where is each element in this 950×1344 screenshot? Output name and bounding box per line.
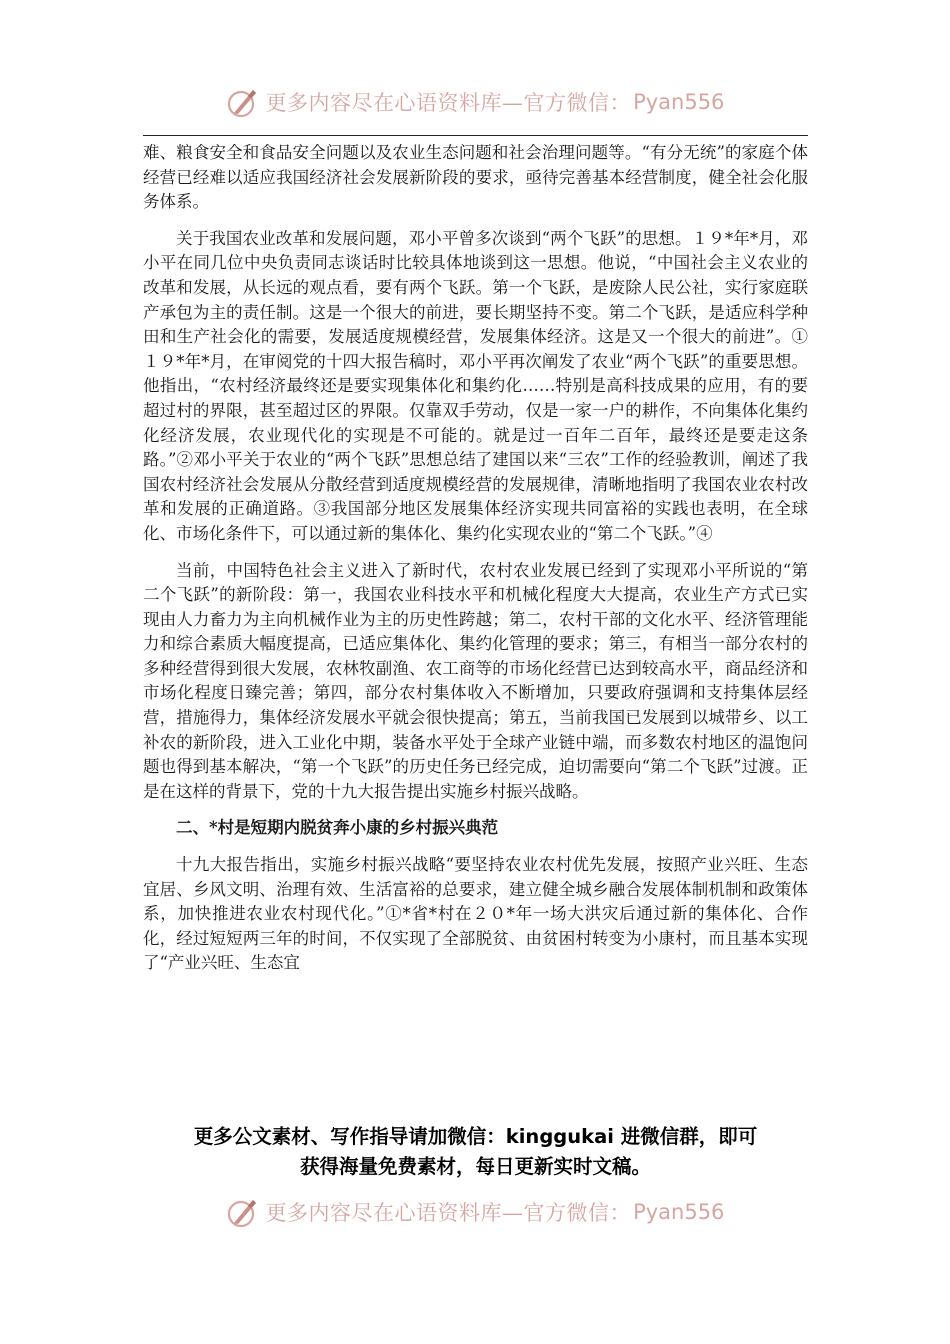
header-banner [0,82,950,122]
header-divider [143,135,808,136]
footer-banner [0,1192,950,1232]
paragraph-3: 当前，中国特色社会主义进入了新时代，农村农业发展已经到了实现邓小平所说的“第二个飞跃”的新阶段：第一，我国农业科技水平和机械化程度大大提高，农业生产方式已实现由人力畜力为主向机械作业为主的历史性跨越；第二，农村干部的文化水平、经济管理能力和综合素质大幅度提高，已适应集体化、集约化管理的要求；第三，有相当一部分农村的多种经营得到很大发展，农林牧副渔、农工商等的市场化经营已达到较高水平，商品经济和市场化程度日臻完善；第四，部分农村集体收入不断增加，只要政府强调和支持集体层经营，措施得力，集体经济发展水平就会很快提高；第五，当前我国已发展到以城带乡、以工补农的新阶段，进入工业化中期，装备水平处于全球产业链中端，而多数农村地区的温饱问题也得到基本解决，“第一个飞跃”的历史任务已经完成，迫切需要向“第二个飞跃”过渡。正是在这样的背景下，党的十九大报告提出实施乡村振兴战略。 [143,560,808,801]
paragraph-2: 关于我国农业改革和发展问题，邓小平曾多次谈到“两个飞跃”的思想。１９*年*月，邓小平在同几位中央负责同志谈话时比较具体地谈到这一思想。他说，“中国社会主义农业的改革和发展，从长远的观点看，要有两个飞跃。第一个飞跃，是废除人民公社，实行家庭联产承包为主的责任制。这是一个很大的前进，要长期坚持不变。第二个飞跃，是适应科学种田和生产社会化的需要，发展适度规模经营，发展集体经济。这是又一个很大的前进”。①１９*年*月，在审阅党的十四大报告稿时，邓小平再次阐发了农业“两个飞跃”的重要思想。他指出，“农村经济最终还是要实现集体化和集约化……特别是高科技成果的应用，有的要超过村的界限，甚至超过区的界限。仅靠双手劳动，仅是一家一户的耕作，不向集体化集约化经济发展，农业现代化的实现是不可能的。就是过一百年二百年，最终还是要走这条路。”②邓小平关于农业的“两个飞跃”思想总结了建国以来“三农”工作的经验教训，阐述了我国农村经济社会发展从分散经营到适度规模经营的发展规律，清晰地指明了我国农业农村改革和发展的正确道路。③我国部分地区发展集体经济实现共同富裕的实践也表明，在全球化、市场化条件下，可以通过新的集体化、集约化实现农业的“第二个飞跃。”④ [143,228,808,543]
footer-banner-text: 更多内容尽在心语资料库—官方微信： [265,1201,632,1225]
promo-line-1: 更多公文素材、写作指导请加微信：kinggukai 进微信群，即可 [193,1125,758,1148]
promo-notice [143,1122,808,1182]
document-body [143,141,808,988]
quill-logo-icon [226,1195,260,1229]
paragraph-1: 难、粮食安全和食品安全问题以及农业生态问题和社会治理问题等。“有分无统”的家庭个体经营已经难以适应我国经济社会发展新阶段的要求，亟待完善基本经营制度，健全社会化服务体系。 [143,143,808,212]
paragraph-4: 十九大报告指出，实施乡村振兴战略“要坚持农业农村优先发展，按照产业兴旺、生态宜居、乡风文明、治理有效、生活富裕的总要求，建立健全城乡融合发展体制机制和政策体系，加快推进农业农村现代化。”①*省*村在２０*年一场大洪灾后通过新的集体化、合作化，经过短短两三年的时间，不仅实现了全部脱贫、由贫困村转变为小康村，而且基本实现了“产业兴旺、生态宜 [143,855,808,973]
header-banner-text: 更多内容尽在心语资料库—官方微信： [265,91,632,115]
section-heading: 二、*村是短期内脱贫奔小康的乡村振兴典范 [176,818,499,838]
promo-line-2: 获得海量免费素材，每日更新实时文稿。 [299,1155,651,1178]
header-wechat-id: Pyan556 [633,90,725,114]
quill-logo-icon [226,85,260,119]
footer-wechat-id: Pyan556 [633,1200,725,1224]
